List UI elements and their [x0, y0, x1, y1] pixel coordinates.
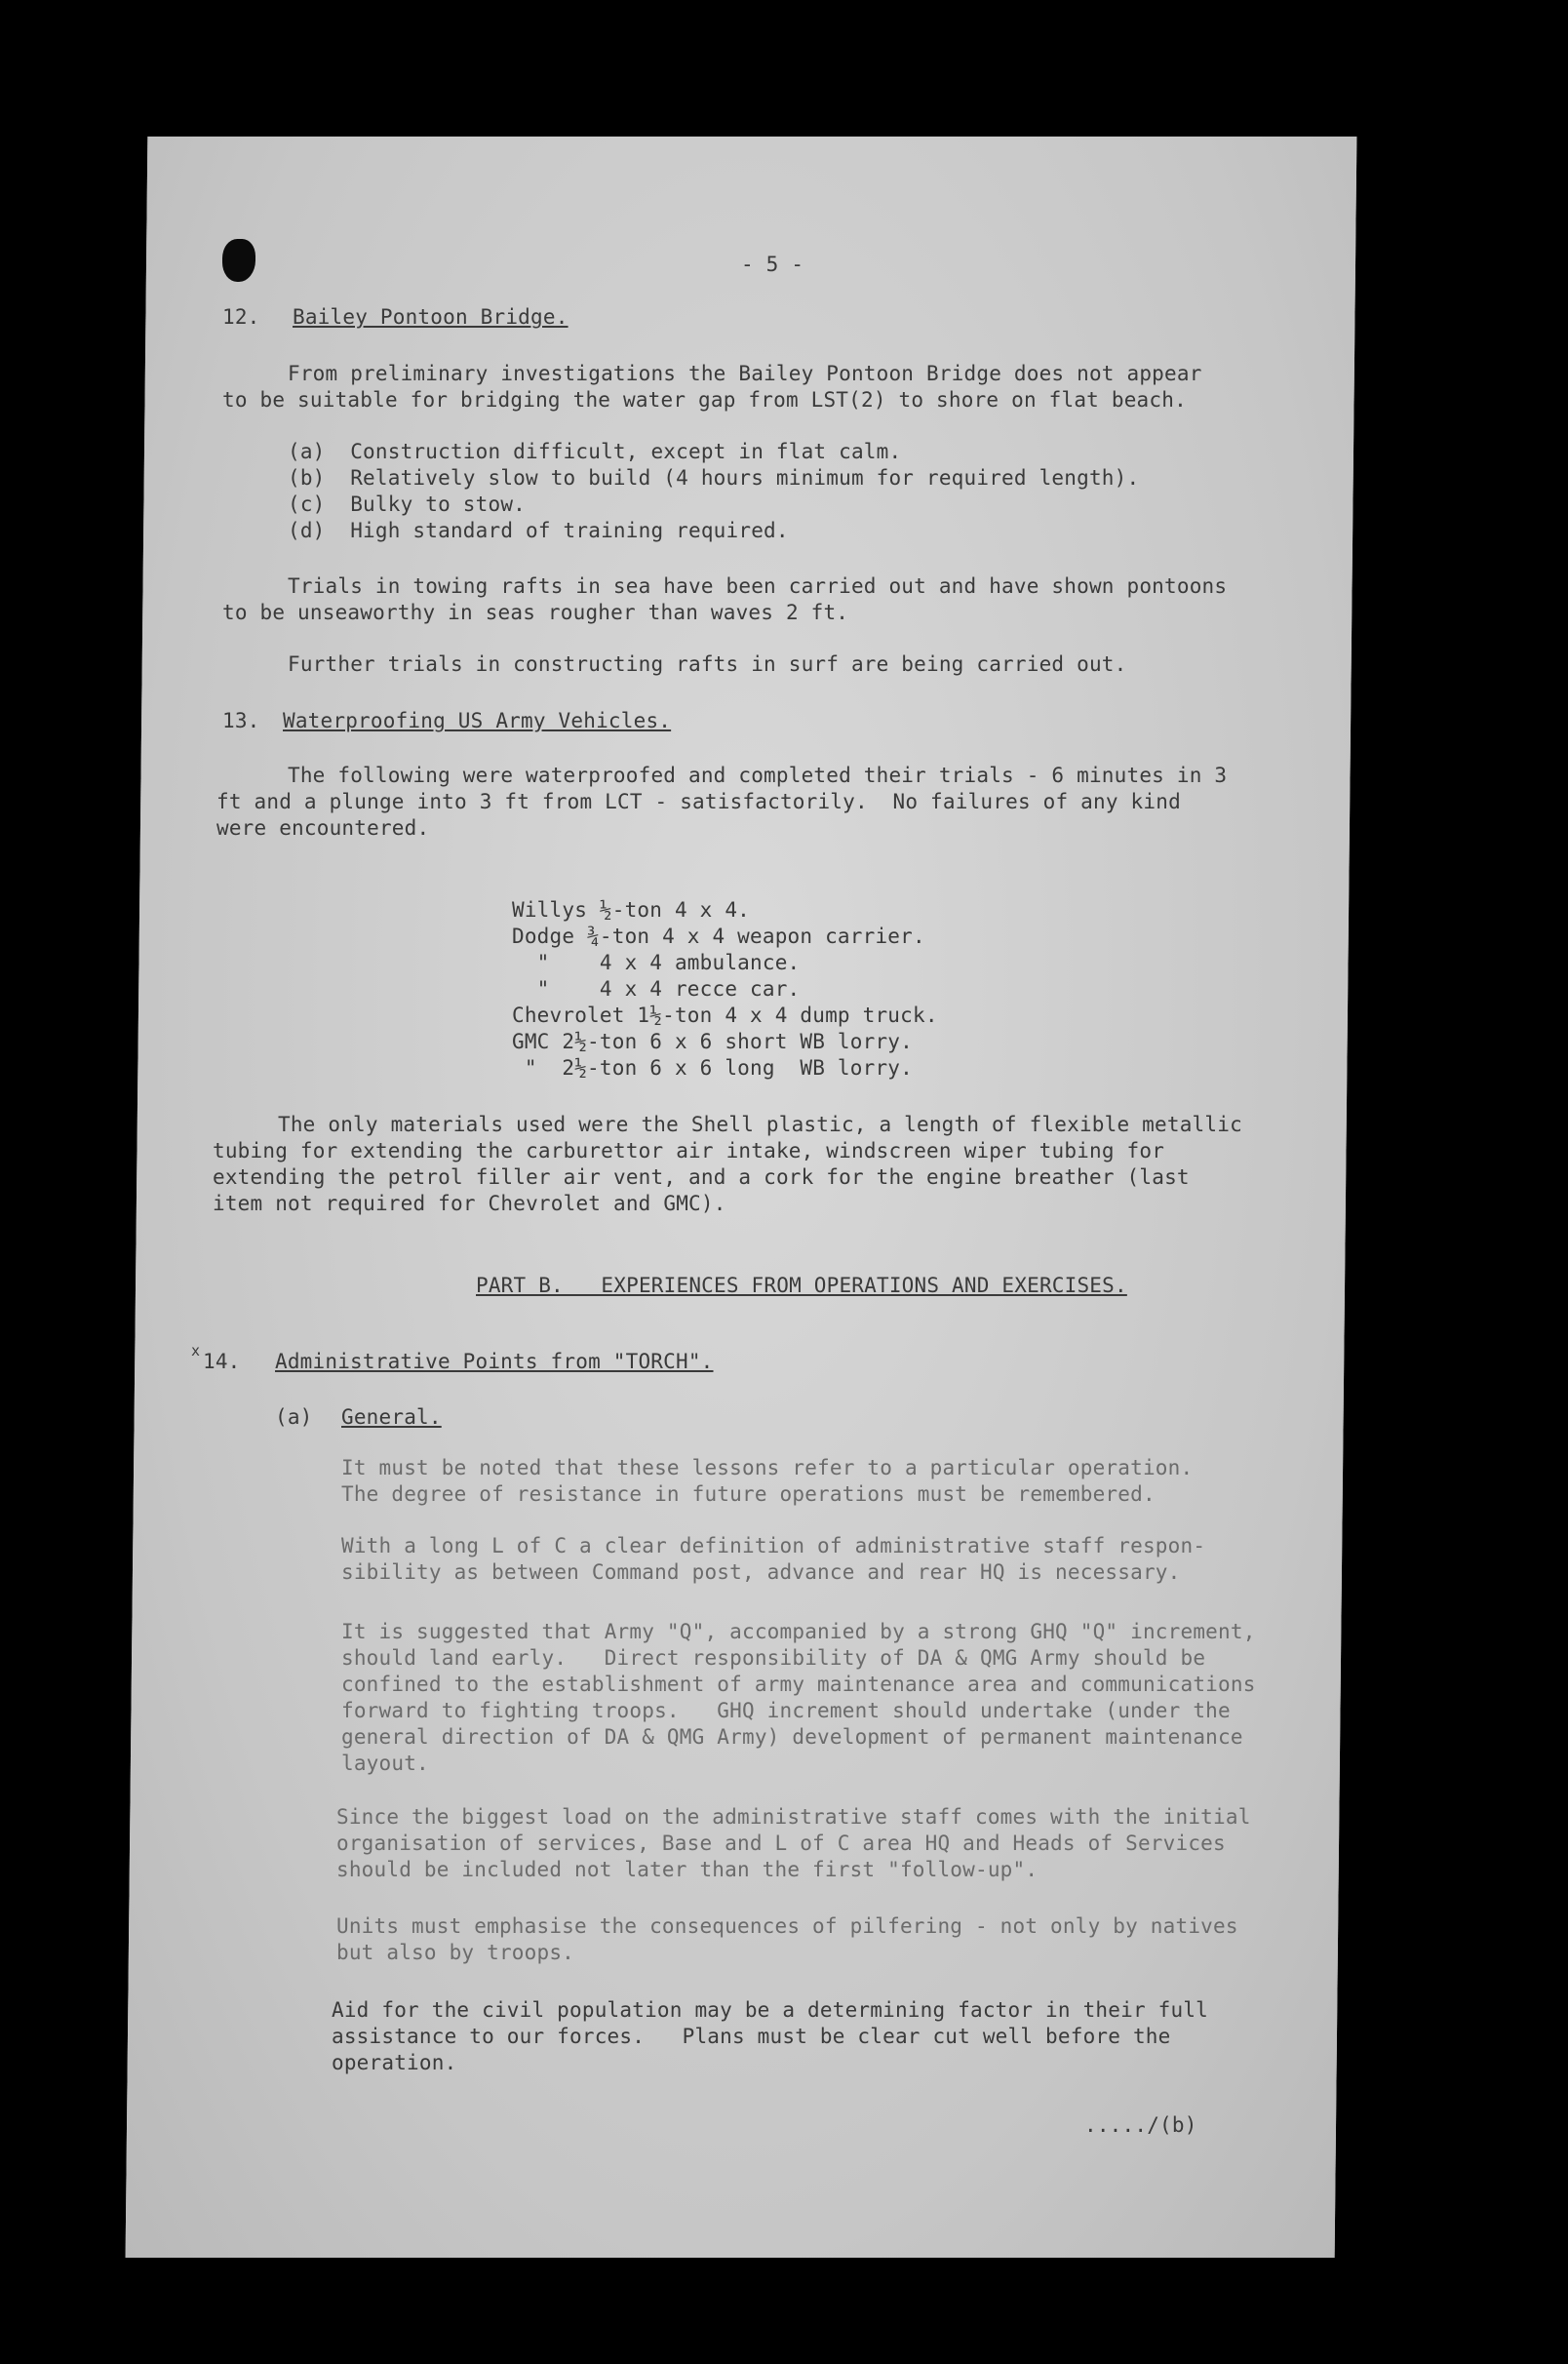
vehicle-7: " 2½-ton 6 x 6 long WB lorry. — [512, 1056, 913, 1080]
s12-para1-line1: From preliminary investigations the Bailey Pontoon Bridge does not appear — [288, 362, 1202, 385]
s13-para2-line4: item not required for Chevrolet and GMC). — [213, 1192, 726, 1215]
s14-p5-line2: but also by troops. — [336, 1941, 575, 1964]
s14-p1-line2: The degree of resistance in future operations must be remembered. — [341, 1482, 1156, 1506]
s14-p2-line1: With a long L of C a clear definition of administrative staff respon- — [341, 1534, 1206, 1557]
continuation-marker: ...../(b) — [1084, 2113, 1197, 2137]
page-number: - 5 - — [741, 253, 804, 276]
s12-item-a: (a) Construction difficult, except in flat calm. — [288, 440, 902, 463]
section-12-number: 12. — [222, 305, 260, 329]
vehicle-4: " 4 x 4 recce car. — [512, 977, 801, 1001]
s14-p4-line2: organisation of services, Base and L of C area HQ and Heads of Services — [336, 1832, 1226, 1855]
vehicle-2: Dodge ¾-ton 4 x 4 weapon carrier. — [512, 925, 925, 948]
section-13-heading: Waterproofing US Army Vehicles. — [283, 709, 672, 732]
s14-p1-line1: It must be noted that these lessons refer to a particular operation. — [341, 1456, 1194, 1479]
section-12-heading: Bailey Pontoon Bridge. — [293, 305, 568, 329]
s14-p3-line5: general direction of DA & QMG Army) development of permanent maintenance — [341, 1725, 1243, 1749]
s14-p3-line4: forward to fighting troops. GHQ increment should undertake (under the — [341, 1699, 1231, 1722]
s13-para2-line1: The only materials used were the Shell plastic, a length of flexible metallic — [278, 1113, 1242, 1136]
s13-para1-line1: The following were waterproofed and completed their trials - 6 minutes in 3 — [288, 764, 1228, 787]
s12-item-b: (b) Relatively slow to build (4 hours minimum for required length). — [288, 466, 1140, 490]
vehicle-1: Willys ½-ton 4 x 4. — [512, 898, 751, 922]
s14-p5-line1: Units must emphasise the consequences of pilfering - not only by natives — [336, 1914, 1238, 1938]
s13-para2-line2: tubing for extending the carburettor air intake, windscreen wiper tubing for — [213, 1139, 1165, 1162]
binder-hole — [222, 239, 255, 282]
section-14-number: 14. — [203, 1350, 241, 1373]
s14-p3-line3: confined to the establishment of army maintenance area and communications — [341, 1673, 1256, 1696]
s14-sub-a-label: (a) — [275, 1405, 313, 1429]
s13-para1-line3: were encountered. — [216, 816, 430, 840]
s14-p6-line2: assistance to our forces. Plans must be clear cut well before the — [332, 2025, 1171, 2048]
s14-p2-line2: sibility as between Command post, advance and rear HQ is necessary. — [341, 1560, 1181, 1584]
s12-para2-line2: to be unseaworthy in seas rougher than waves 2 ft. — [222, 601, 849, 624]
s12-para1-line2: to be suitable for bridging the water gap from LST(2) to shore on flat beach. — [222, 388, 1187, 412]
s14-p6-line3: operation. — [332, 2051, 457, 2074]
s12-para3: Further trials in constructing rafts in surf are being carried out. — [288, 652, 1127, 676]
s12-para2-line1: Trials in towing rafts in sea have been carried out and have shown pontoons — [288, 574, 1228, 598]
s14-p4-line3: should be included not later than the first "follow-up". — [336, 1858, 1039, 1881]
s14-p4-line1: Since the biggest load on the administrative staff comes with the initial — [336, 1805, 1251, 1829]
s13-para1-line2: ft and a plunge into 3 ft from LCT - satisfactorily. No failures of any kind — [216, 790, 1181, 813]
section-14-heading: Administrative Points from "TORCH". — [275, 1350, 714, 1373]
s12-item-c: (c) Bulky to stow. — [288, 492, 527, 516]
s14-p3-line6: layout. — [341, 1752, 429, 1775]
part-b-heading: PART B. EXPERIENCES FROM OPERATIONS AND EXERCISES. — [476, 1274, 1127, 1297]
section-13-number: 13. — [222, 709, 260, 732]
vehicle-5: Chevrolet 1½-ton 4 x 4 dump truck. — [512, 1004, 938, 1027]
s14-p6-line1: Aid for the civil population may be a determining factor in their full — [332, 1998, 1209, 2022]
s14-sub-a-heading: General. — [341, 1405, 442, 1429]
s14-p3-line1: It is suggested that Army "Q", accompanied by a strong GHQ "Q" increment, — [341, 1620, 1256, 1643]
section-14-marker: x — [191, 1342, 201, 1359]
vehicle-3: " 4 x 4 ambulance. — [512, 951, 801, 974]
s14-p3-line2: should land early. Direct responsibility of DA & QMG Army should be — [341, 1646, 1206, 1670]
s12-item-d: (d) High standard of training required. — [288, 519, 789, 542]
s13-para2-line3: extending the petrol filler air vent, and a cork for the engine breather (last — [213, 1165, 1190, 1189]
vehicle-6: GMC 2½-ton 6 x 6 short WB lorry. — [512, 1030, 913, 1053]
